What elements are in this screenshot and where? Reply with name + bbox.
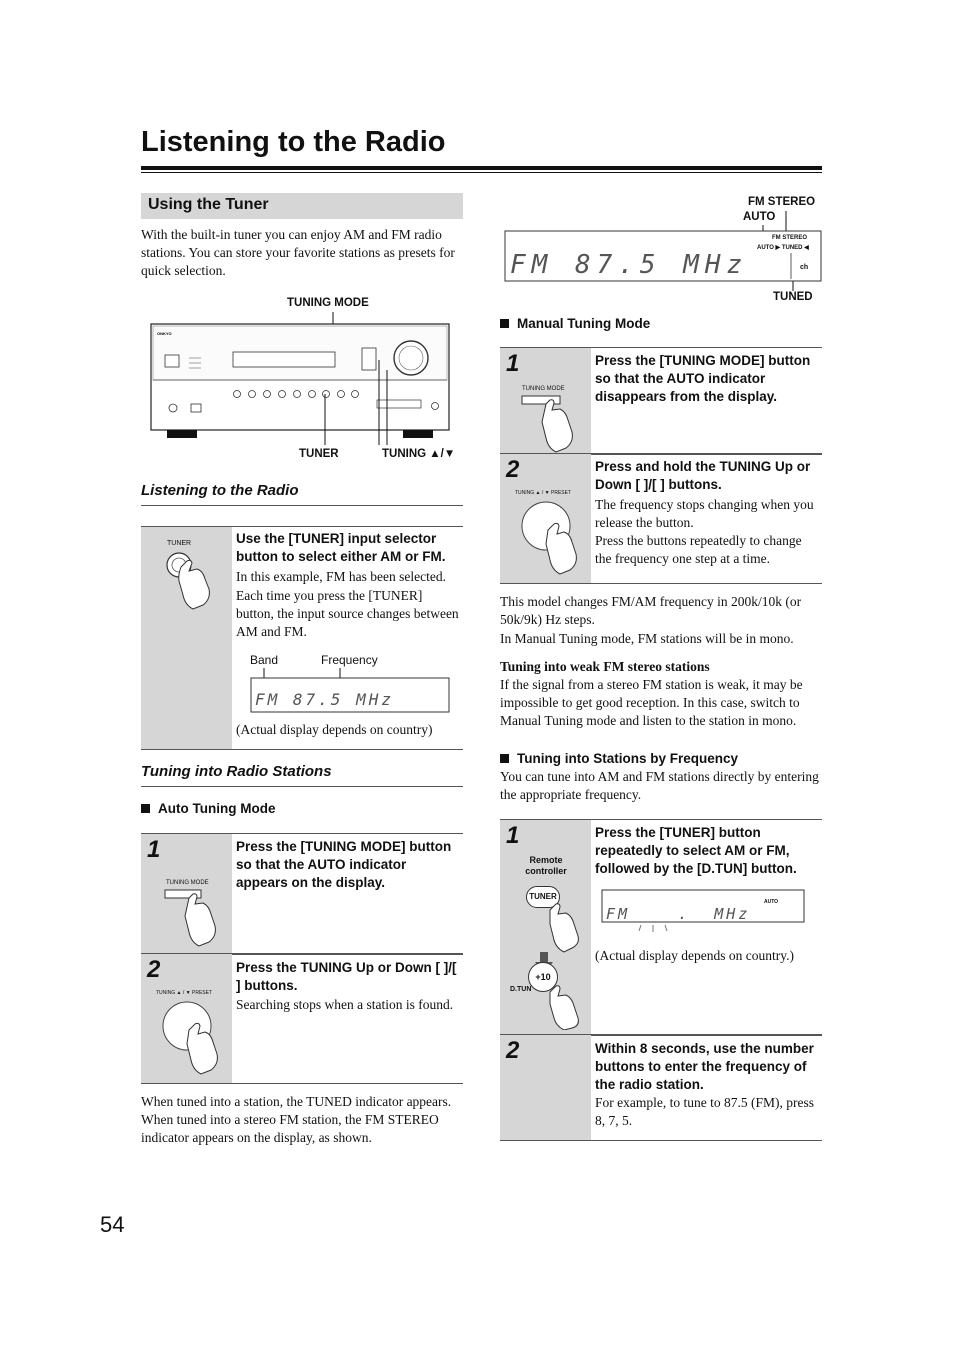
section-heading: Using the Tuner	[148, 196, 269, 213]
section-bar-using-tuner	[141, 193, 463, 219]
square-bullet-icon	[141, 804, 150, 813]
frequency-step-1-head: Press the [TUNER] button repeatedly to select AM or FM, followed by the [D.TUN] button.	[595, 825, 797, 876]
frequency-step-2	[500, 1034, 822, 1141]
tuner-icon-label: TUNER	[167, 540, 192, 547]
indicator-fm-stereo: FM STEREO	[772, 235, 808, 241]
frequency-tuning-heading: Tuning into Stations by Frequency	[500, 751, 738, 766]
manual-step-2	[500, 453, 822, 584]
frequency-label: Frequency	[321, 653, 378, 667]
weak-stations-heading: Tuning into weak FM stereo stations	[500, 659, 710, 674]
indicator-auto-tuned: AUTO ▶ TUNED ◀	[757, 245, 809, 251]
tuning-dial-press-icon	[518, 496, 590, 580]
receiver-front-panel-illustration	[145, 310, 455, 445]
step-icon-panel	[500, 348, 591, 454]
step-icon-panel	[141, 954, 232, 1083]
label-tuning-mode: TUNING MODE	[287, 297, 369, 309]
tuned-indicator-note: When tuned into a station, the TUNED indicator appears. When tuned into a stereo FM station, the FM STEREO indicator appears on the display, as shown.	[141, 1094, 452, 1145]
step-icon-panel	[500, 454, 591, 583]
tuning-preset-icon-label: TUNING ▲ / ▼ PRESET	[515, 490, 572, 496]
subheading-rule	[141, 786, 463, 787]
display-note: (Actual display depends on country)	[236, 722, 433, 737]
tuning-mode-icon-label: TUNING MODE	[522, 386, 565, 392]
step-icon-panel	[500, 1035, 591, 1140]
label-tuner: TUNER	[299, 448, 339, 460]
remote-tuner-button: TUNER	[526, 886, 560, 908]
tuning-mode-icon-label: TUNING MODE	[166, 880, 209, 886]
listening-step-p1: In this example, FM has been selected.	[236, 569, 446, 584]
frequency-step-2-head: Within 8 seconds, use the number buttons to enter the frequency of the radio station.	[595, 1041, 814, 1092]
subheading-tuning-stations: Tuning into Radio Stations	[141, 763, 332, 780]
remote-controller-label: Remote controller	[525, 855, 567, 876]
listening-step-head: Use the [TUNER] input selector button to select either AM or FM.	[236, 531, 446, 564]
frequency-step-1	[500, 819, 822, 1036]
label-fm-stereo: FM STEREO	[748, 196, 816, 208]
tuning-mode-button-press-icon	[163, 886, 229, 952]
frequency-step-2-body: For example, to tune to 87.5 (FM), press 8, 7, 5.	[595, 1095, 814, 1128]
subheading-rule	[141, 505, 463, 506]
manual-step-2-p1: The frequency stops changing when you release the button.	[595, 497, 814, 530]
label-tuning-arrows: TUNING ▲/▼	[382, 448, 456, 460]
manual-tuning-heading: Manual Tuning Mode	[500, 316, 650, 331]
frequency-display-auto: AUTO	[764, 899, 779, 905]
step-number: 2	[506, 456, 520, 483]
auto-step-2-head: Press the TUNING Up or Down [ ]/[ ] buttons.	[236, 960, 457, 993]
fm-display-text: FM 87.5 MHz	[510, 250, 749, 280]
intro-paragraph: With the built-in tuner you can enjoy AM and FM radio stations. You can store your favorite stations as presets for quick selection.	[141, 227, 455, 278]
auto-step-2	[141, 953, 463, 1084]
subheading-listening: Listening to the Radio	[141, 482, 299, 499]
dtun-label: D.TUN	[510, 986, 532, 993]
page-number: 54	[100, 1212, 125, 1237]
step-icon-panel	[141, 527, 232, 749]
frequency-display-text: FM _ _._ MHz	[606, 905, 751, 923]
step-icon-panel	[500, 820, 591, 1035]
svg-text:ONKYO: ONKYO	[157, 331, 172, 336]
listening-step	[141, 526, 463, 750]
step-icon-panel	[141, 834, 232, 954]
auto-step-1-head: Press the [TUNING MODE] button so that the AUTO indicator appears on the display.	[236, 839, 452, 890]
manual-step-1-head: Press the [TUNING MODE] button so that the AUTO indicator disappears from the display.	[595, 353, 811, 404]
step-number: 2	[147, 956, 161, 983]
step-number: 1	[506, 350, 520, 377]
step-number: 1	[147, 836, 161, 863]
listening-step-p2: Each time you press the [TUNER] button, the input source changes between AM and FM.	[236, 588, 459, 639]
band-label: Band	[250, 653, 279, 667]
manual-step-1	[500, 347, 822, 455]
tuner-button-press-icon	[163, 549, 229, 615]
step-number: 2	[506, 1037, 520, 1064]
manual-note-mono: In Manual Tuning mode, FM stations will be in mono.	[500, 631, 794, 646]
auto-tuning-heading: Auto Tuning Mode	[141, 801, 275, 816]
label-auto: AUTO	[743, 211, 776, 223]
tuning-mode-button-press-icon	[520, 392, 586, 454]
manual-note-steps: This model changes FM/AM frequency in 200k/10k (or 50k/9k) Hz steps.	[500, 594, 802, 627]
auto-step-2-body: Searching stops when a station is found.	[236, 997, 454, 1012]
frequency-step-1-note: (Actual display depends on country.)	[595, 948, 794, 963]
step-number: 1	[506, 822, 520, 849]
auto-step-1	[141, 833, 463, 955]
page-title: Listening to the Radio	[141, 126, 446, 158]
weak-stations-body: If the signal from a stereo FM station is weak, it may be impossible to get good reception. In this case, switch to Manual Tuning mode and listen to the station in mono.	[500, 677, 803, 728]
square-bullet-icon	[500, 754, 509, 763]
square-bullet-icon	[500, 319, 509, 328]
manual-step-2-head: Press and hold the TUNING Up or Down [ ]/[ ] buttons.	[595, 459, 811, 492]
title-rule-thin	[141, 172, 822, 173]
title-rule	[141, 166, 822, 170]
frequency-intro: You can tune into AM and FM stations directly by entering the appropriate frequency.	[500, 769, 819, 802]
label-tuned: TUNED	[773, 291, 813, 303]
tuning-preset-icon-label: TUNING ▲ / ▼ PRESET	[156, 990, 213, 996]
indicator-ch: ch	[800, 264, 809, 271]
lcd-display-text: FM 87.5 MHz	[255, 690, 394, 709]
manual-step-2-p2: Press the buttons repeatedly to change the frequency one step at a time.	[595, 533, 802, 566]
tuning-dial-press-icon	[159, 996, 231, 1080]
remote-plus10-button: +10	[528, 962, 558, 992]
